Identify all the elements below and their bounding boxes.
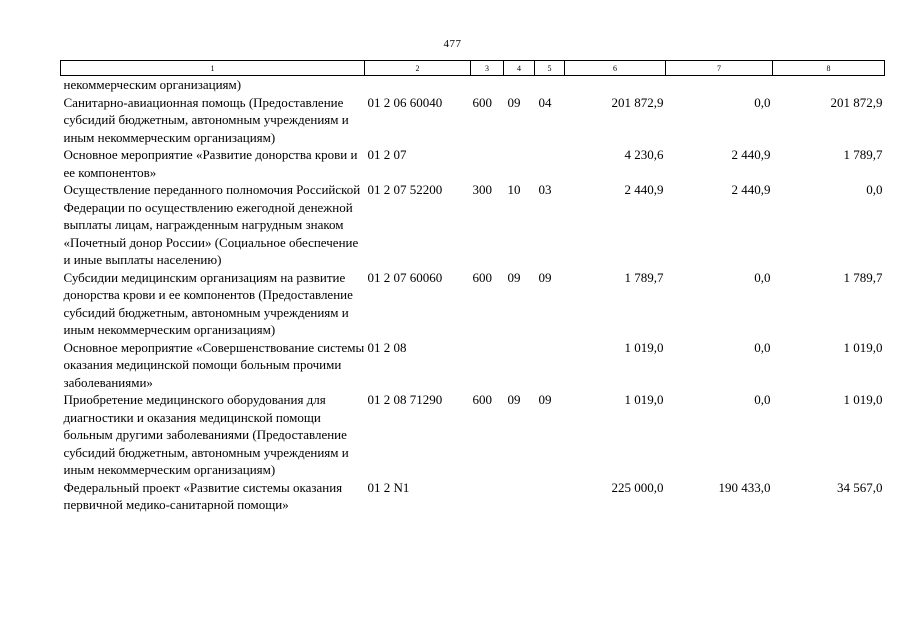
row-value-8: 0,0	[866, 182, 883, 197]
row-c4: 09	[507, 94, 521, 110]
row-name: Федеральный проект «Развитие системы оказания первичной медико-санитарной помощи»	[63, 479, 343, 512]
table-row	[61, 391, 885, 479]
row-value-7	[666, 76, 773, 94]
row-value-7: 190 433,0	[718, 479, 771, 495]
row-c4	[504, 339, 535, 392]
row-c3: 600	[472, 392, 492, 407]
row-value-8: 1 789,7	[843, 269, 883, 285]
column-number-row	[61, 61, 885, 76]
row-c3	[471, 76, 504, 94]
row-name: Основное мероприятие «Развитие донорства крови и ее компонентов»	[63, 147, 358, 180]
row-value-6: 201 872,9	[611, 94, 664, 110]
row-name: некоммерческим организациям)	[63, 77, 242, 92]
table-row	[61, 269, 885, 339]
row-value-7: 0,0	[754, 339, 771, 355]
row-c5: 03	[538, 182, 552, 197]
row-code: 01 2 N1	[367, 479, 410, 495]
column-number: 4	[504, 61, 535, 76]
row-code: 01 2 06 60040	[367, 94, 443, 110]
table-row	[61, 146, 885, 181]
row-value-7: 0,0	[754, 392, 771, 407]
row-name: Осуществление переданного полномочия Российской Федерации по осуществлению ежегодной денежной выплаты лицам, награжденным нагрудным знаком «Почетный донор России» (Социальное обеспечение и иные выплаты населению)	[63, 182, 361, 267]
page-number: 477	[443, 38, 462, 50]
row-c3	[471, 479, 504, 514]
row-value-8: 34 567,0	[837, 479, 883, 495]
row-code	[365, 76, 471, 94]
row-value-8: 1 019,0	[843, 392, 883, 407]
row-c4: 10	[507, 182, 521, 197]
row-value-6: 2 440,9	[624, 182, 664, 197]
row-code: 01 2 08 71290	[367, 392, 443, 407]
row-value-8: 201 872,9	[830, 94, 883, 110]
row-value-6: 1 789,7	[624, 269, 664, 285]
table-row	[61, 94, 885, 147]
row-c5	[535, 339, 565, 392]
row-code: 01 2 07	[367, 147, 407, 162]
row-value-6: 4 230,6	[624, 147, 664, 162]
row-c4	[504, 76, 535, 94]
row-code: 01 2 07 60060	[367, 269, 443, 285]
row-c5	[535, 146, 565, 181]
row-value-7: 0,0	[754, 269, 771, 285]
row-value-6: 1 019,0	[624, 392, 664, 407]
row-name: Санитарно-авиационная помощь (Предоставление субсидий бюджетным, автономным учреждениям и иным некоммерческим организациям)	[63, 94, 349, 145]
column-number: 2	[365, 61, 471, 76]
row-code: 01 2 07 52200	[367, 182, 443, 197]
column-number: 1	[61, 61, 365, 76]
row-name: Основное мероприятие «Совершенствование системы оказания медицинской помощи больным прочими заболеваниями»	[63, 339, 365, 390]
row-value-7: 2 440,9	[731, 147, 771, 162]
table-row	[61, 76, 885, 94]
row-c4: 09	[507, 392, 521, 407]
row-c3: 600	[472, 269, 492, 285]
row-value-6: 1 019,0	[624, 339, 664, 355]
row-value-7: 0,0	[754, 94, 771, 110]
row-code: 01 2 08	[367, 339, 407, 355]
budget-table	[60, 60, 885, 514]
row-c3	[471, 146, 504, 181]
row-value-7: 2 440,9	[731, 182, 771, 197]
row-c5: 09	[538, 269, 552, 285]
column-number: 5	[535, 61, 565, 76]
row-c3: 600	[472, 94, 492, 110]
row-name: Приобретение медицинского оборудования для диагностики и оказания медицинской помощи больным другими заболеваниями (Предоставление субсидий бюджетным, автономным учреждениям и иным некоммерческим организациям)	[63, 392, 349, 477]
row-value-8	[773, 76, 885, 94]
column-number: 3	[471, 61, 504, 76]
table-row	[61, 181, 885, 269]
row-c3	[471, 339, 504, 392]
row-c5	[535, 76, 565, 94]
column-number: 8	[773, 61, 885, 76]
table-row	[61, 339, 885, 392]
row-value-8: 1 789,7	[843, 147, 883, 162]
row-name: Субсидии медицинским организациям на развитие донорства крови и ее компонентов (Предоставление субсидий бюджетным, автономным учреждениям и иным некоммерческим организациям)	[63, 269, 353, 337]
row-value-6: 225 000,0	[611, 479, 664, 495]
row-value-6	[565, 76, 666, 94]
row-c4	[504, 479, 535, 514]
column-number: 6	[565, 61, 666, 76]
row-c4: 09	[507, 269, 521, 285]
table-row	[61, 479, 885, 514]
row-value-8: 1 019,0	[843, 339, 883, 355]
row-c5	[535, 479, 565, 514]
row-c5: 04	[538, 94, 552, 110]
row-c3: 300	[472, 182, 492, 197]
row-c5: 09	[538, 392, 552, 407]
row-c4	[504, 146, 535, 181]
column-number: 7	[666, 61, 773, 76]
